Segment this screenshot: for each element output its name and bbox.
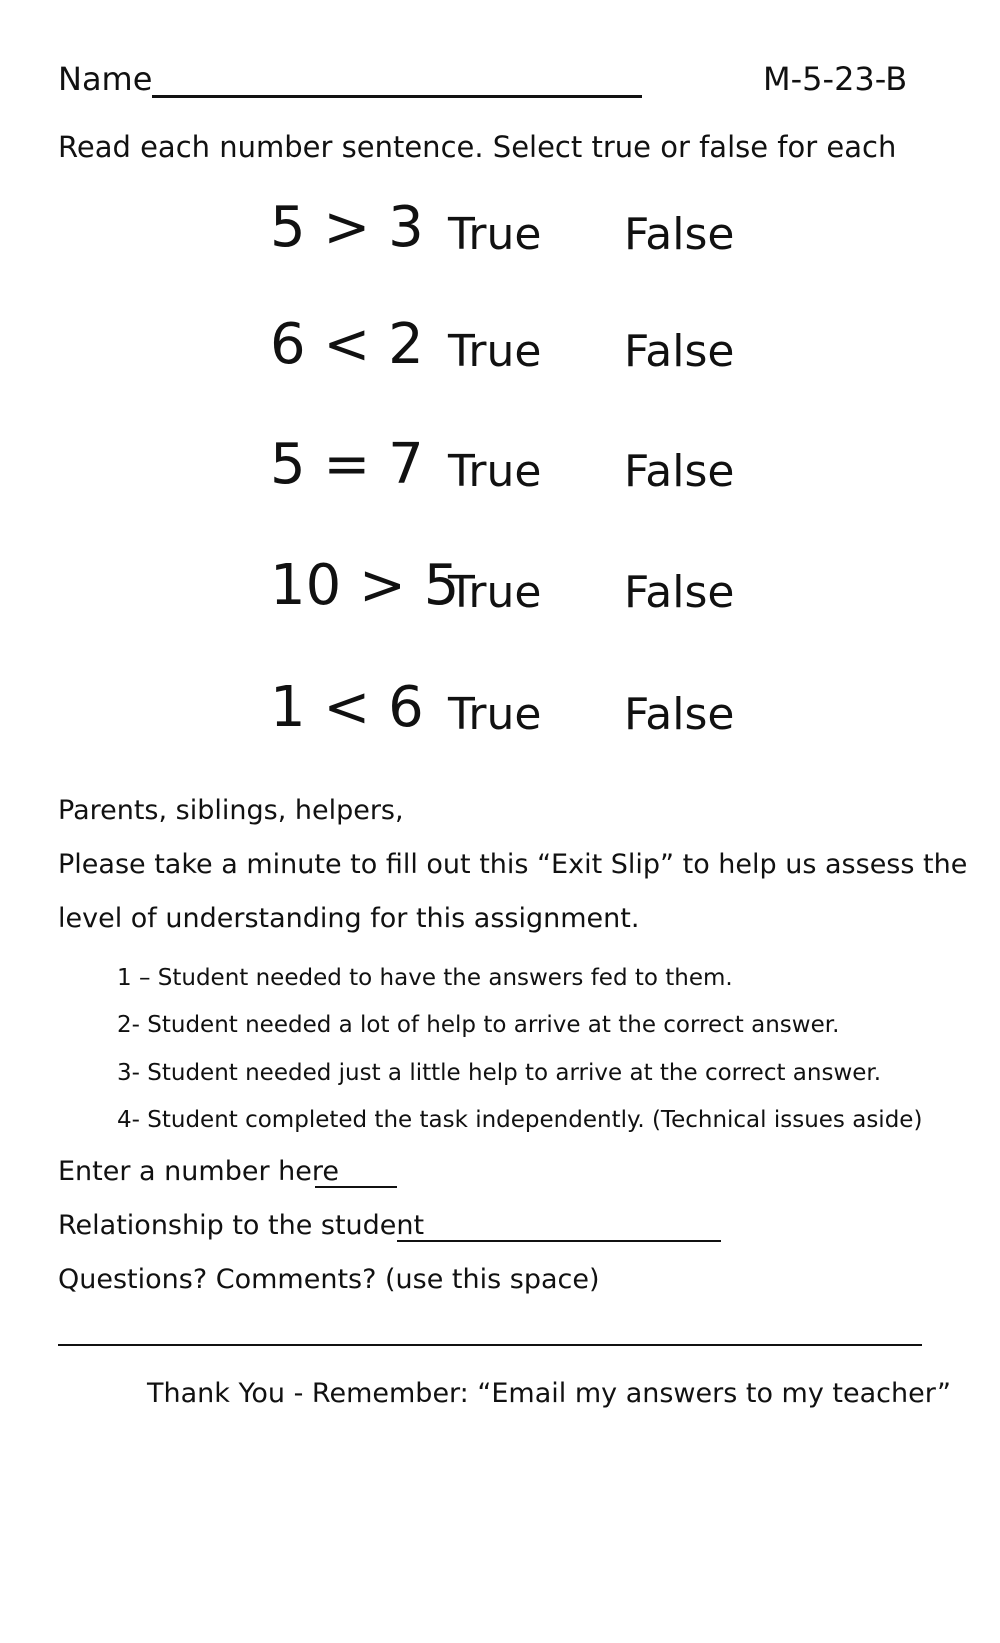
false-option[interactable]: False [624,209,735,260]
footer-reminder: Thank You - Remember: “Email my answers to my teacher” [147,1378,951,1409]
false-option[interactable]: False [624,326,735,377]
relationship-label: Relationship to the student [58,1210,425,1241]
number-entry-label: Enter a number here [58,1156,339,1187]
true-option[interactable]: True [448,209,542,260]
true-option[interactable]: True [448,567,542,618]
understanding-level: 4- Student completed the task independently. (Technical issues aside) [117,1107,923,1133]
name-field[interactable] [152,95,642,98]
number-sentence: 5 > 3 [270,195,424,260]
comments-field[interactable] [58,1344,922,1346]
number-sentence: 6 < 2 [270,312,424,377]
number-sentence: 10 > 5 [270,553,460,618]
number-entry-field[interactable] [315,1186,397,1188]
parents-request-line: level of understanding for this assignment. [58,903,640,934]
understanding-level: 3- Student needed just a little help to arrive at the correct answer. [117,1060,882,1086]
true-option[interactable]: True [448,689,542,740]
relationship-field[interactable] [397,1240,721,1242]
false-option[interactable]: False [624,446,735,497]
false-option[interactable]: False [624,689,735,740]
true-option[interactable]: True [448,326,542,377]
number-sentence: 5 = 7 [270,432,424,497]
understanding-level: 1 – Student needed to have the answers fed to them. [117,965,733,991]
number-sentence: 1 < 6 [270,675,424,740]
comments-label: Questions? Comments? (use this space) [58,1264,600,1295]
false-option[interactable]: False [624,567,735,618]
worksheet-code: M-5-23-B [763,60,908,98]
parents-greeting: Parents, siblings, helpers, [58,795,404,826]
understanding-level: 2- Student needed a lot of help to arrive at the correct answer. [117,1012,840,1038]
instructions: Read each number sentence. Select true or false for each [58,130,897,164]
true-option[interactable]: True [448,446,542,497]
parents-request-line: Please take a minute to fill out this “Exit Slip” to help us assess the [58,849,968,880]
name-label: Name [58,60,153,98]
